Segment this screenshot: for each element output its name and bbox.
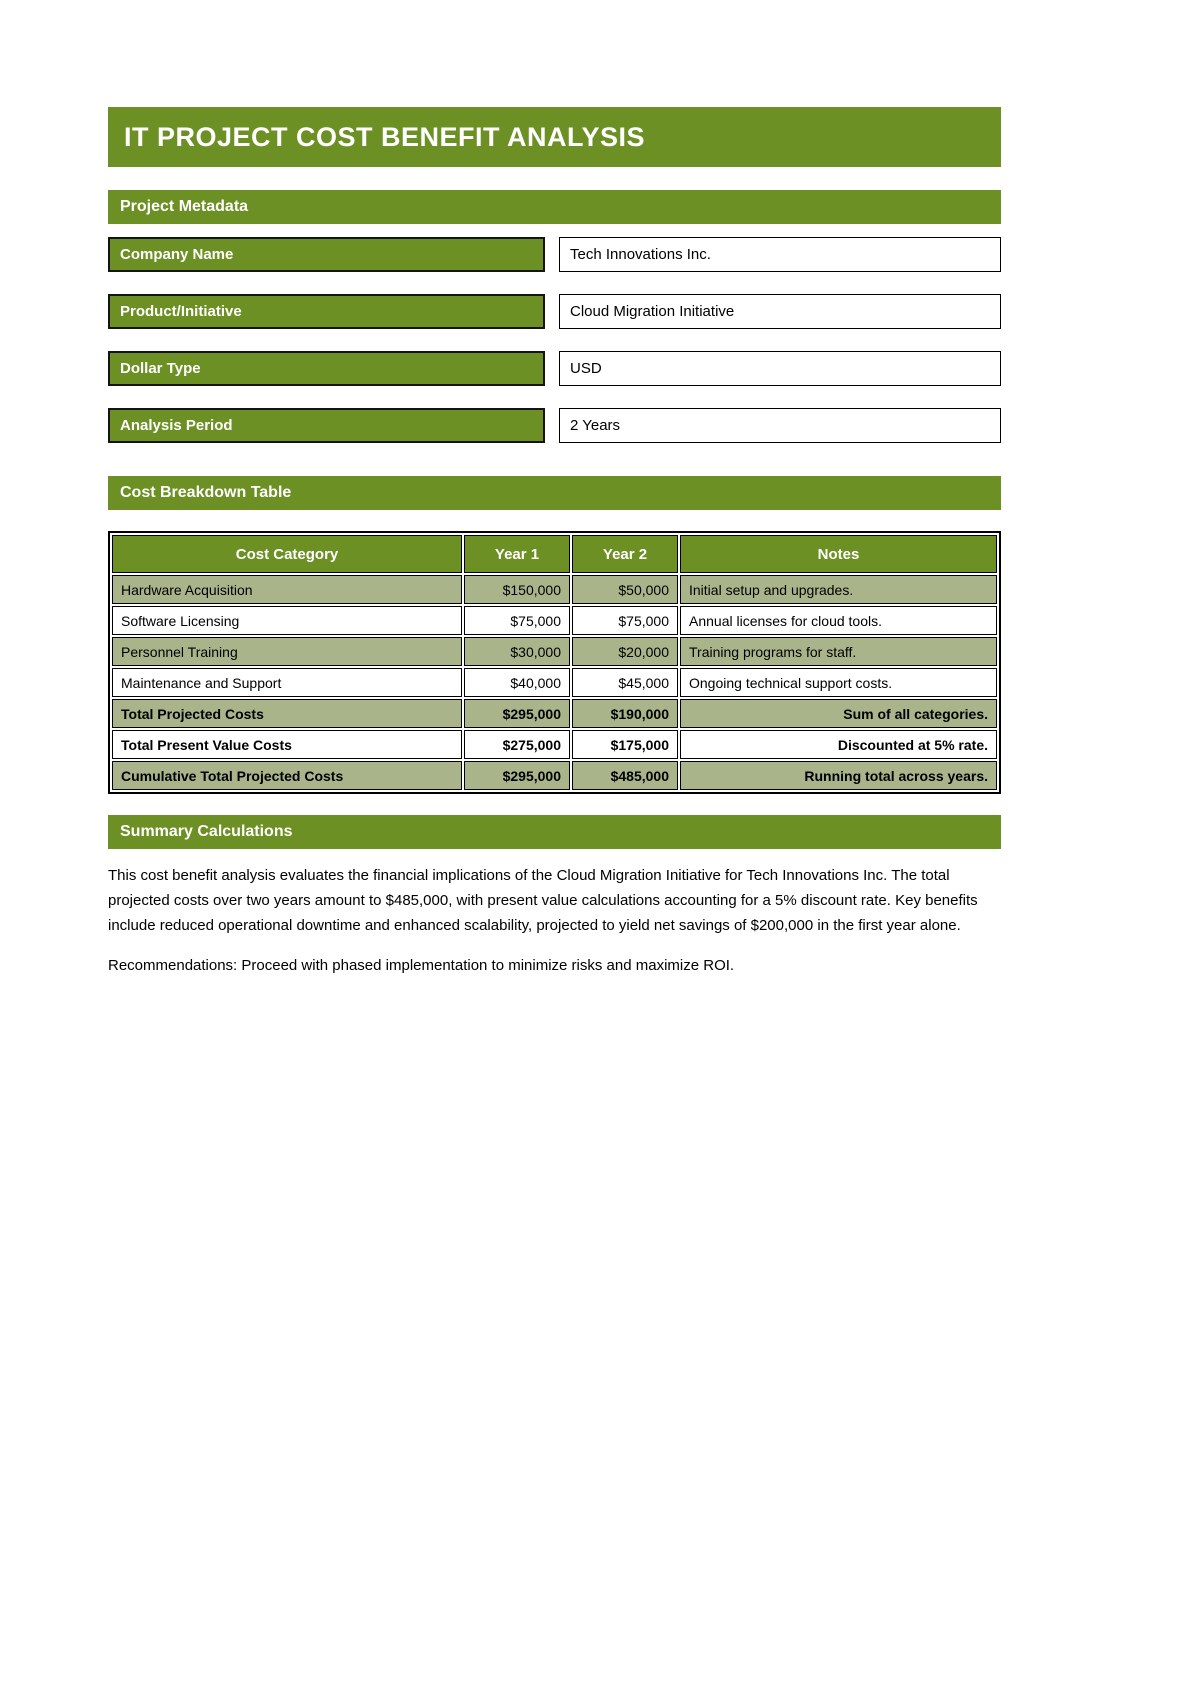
year2-value-cell: $190,000 bbox=[572, 699, 678, 728]
cost-category-cell: Total Present Value Costs bbox=[112, 730, 462, 759]
summary-recommendation: Recommendations: Proceed with phased implementation to minimize risks and maximize ROI. bbox=[108, 957, 735, 974]
year2-value-cell: $45,000 bbox=[572, 668, 678, 697]
notes-cell: Ongoing technical support costs. bbox=[680, 668, 997, 697]
year1-value-cell: $30,000 bbox=[464, 637, 570, 666]
table-row-maintenance-support bbox=[112, 668, 997, 697]
product-initiative-field[interactable]: Cloud Migration Initiative bbox=[559, 294, 1001, 329]
column-header-year-1: Year 1 bbox=[464, 535, 570, 573]
table-row-cumulative-total-projected-costs bbox=[112, 761, 997, 790]
table-row-total-projected-costs bbox=[112, 699, 997, 728]
cost-category-cell: Personnel Training bbox=[112, 637, 462, 666]
year2-value-cell: $485,000 bbox=[572, 761, 678, 790]
year1-value-cell: $150,000 bbox=[464, 575, 570, 604]
analysis-period-field[interactable]: 2 Years bbox=[559, 408, 1001, 443]
year1-value-cell: $75,000 bbox=[464, 606, 570, 635]
analysis-period-label: Analysis Period bbox=[108, 408, 545, 443]
metadata-row-analysis-period bbox=[108, 408, 1001, 443]
document-page bbox=[108, 0, 1001, 978]
notes-cell: Discounted at 5% rate. bbox=[680, 730, 997, 759]
notes-cell: Initial setup and upgrades. bbox=[680, 575, 997, 604]
company-name-field[interactable]: Tech Innovations Inc. bbox=[559, 237, 1001, 272]
cost-category-cell: Hardware Acquisition bbox=[112, 575, 462, 604]
year2-value-cell: $50,000 bbox=[572, 575, 678, 604]
metadata-row-product-initiative bbox=[108, 294, 1001, 329]
metadata-row-dollar-type bbox=[108, 351, 1001, 386]
table-row-total-present-value-costs bbox=[112, 730, 997, 759]
notes-cell: Running total across years. bbox=[680, 761, 997, 790]
notes-cell: Annual licenses for cloud tools. bbox=[680, 606, 997, 635]
year1-value-cell: $275,000 bbox=[464, 730, 570, 759]
column-header-cost-category: Cost Category bbox=[112, 535, 462, 573]
year1-value-cell: $295,000 bbox=[464, 761, 570, 790]
cost-breakdown-table bbox=[108, 531, 1001, 794]
year2-value-cell: $20,000 bbox=[572, 637, 678, 666]
year2-value-cell: $175,000 bbox=[572, 730, 678, 759]
column-header-notes: Notes bbox=[680, 535, 997, 573]
dollar-type-label: Dollar Type bbox=[108, 351, 545, 386]
year1-value-cell: $40,000 bbox=[464, 668, 570, 697]
section-header-summary-calculations: Summary Calculations bbox=[108, 815, 1001, 849]
cost-category-cell: Software Licensing bbox=[112, 606, 462, 635]
table-row-software-licensing bbox=[112, 606, 997, 635]
year1-value-cell: $295,000 bbox=[464, 699, 570, 728]
cost-category-cell: Maintenance and Support bbox=[112, 668, 462, 697]
column-header-year-2: Year 2 bbox=[572, 535, 678, 573]
section-header-project-metadata: Project Metadata bbox=[108, 190, 1001, 224]
company-name-label: Company Name bbox=[108, 237, 545, 272]
notes-cell: Sum of all categories. bbox=[680, 699, 997, 728]
metadata-row-company-name bbox=[108, 237, 1001, 272]
summary-paragraph: This cost benefit analysis evaluates the financial implications of the Cloud Migration Initiative for Tech Innovations Inc. The total projected costs over two years amount to $485,000, with present value calculations accounting for a 5% discount rate. Key benefits include reduced operational downtime and enhanced scalability, projected to yield net savings of $200,000 in the first year alone. bbox=[108, 867, 978, 934]
section-header-cost-breakdown: Cost Breakdown Table bbox=[108, 476, 1001, 510]
year2-value-cell: $75,000 bbox=[572, 606, 678, 635]
table-row-hardware-acquisition bbox=[112, 575, 997, 604]
cost-category-cell: Cumulative Total Projected Costs bbox=[112, 761, 462, 790]
page-title: IT PROJECT COST BENEFIT ANALYSIS bbox=[108, 107, 1001, 167]
product-initiative-label: Product/Initiative bbox=[108, 294, 545, 329]
notes-cell: Training programs for staff. bbox=[680, 637, 997, 666]
cost-category-cell: Total Projected Costs bbox=[112, 699, 462, 728]
table-row-personnel-training bbox=[112, 637, 997, 666]
table-header-row bbox=[112, 535, 997, 573]
dollar-type-field[interactable]: USD bbox=[559, 351, 1001, 386]
